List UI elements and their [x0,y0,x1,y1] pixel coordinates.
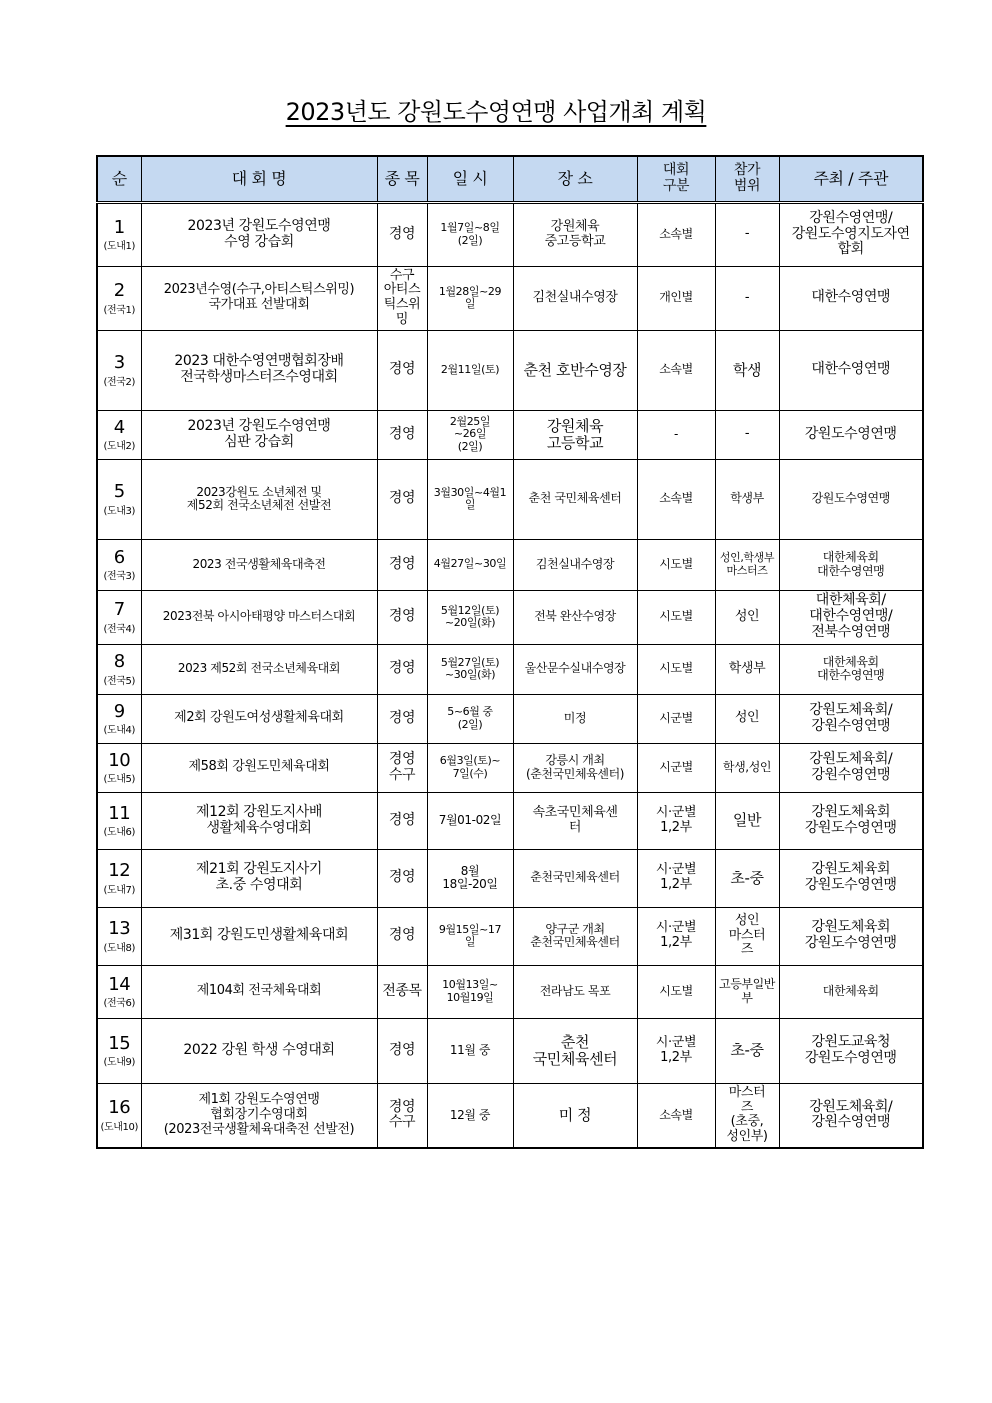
row-number-cell [97,459,141,539]
table-row [97,743,923,792]
event-venue: 양구군 개최 춘천국민체육센터 [513,907,637,965]
event-name: 2022 강원 학생 수영대회 [141,1018,377,1083]
event-date: 11월 중 [427,1018,513,1083]
event-category: 경영 수구 [377,743,427,792]
event-scope: - [715,266,779,330]
document-title-wrap [0,92,992,127]
event-category: 경영 [377,590,427,644]
event-name: 제1회 강원도수영연맹 협회장기수영대회 (2023전국생활체육대축전 선발전) [141,1083,377,1148]
event-scope: 초-중 [715,849,779,907]
event-venue: 김천실내수영장 [513,539,637,590]
event-category: 전종목 [377,965,427,1018]
row-code: (전국2) [103,376,135,388]
header-event-name: 대 회 명 [141,156,377,202]
row-code: (전국1) [103,304,135,316]
event-name: 2023 대한수영연맹협회장배 전국학생마스터즈수영대회 [141,330,377,410]
event-date: 6월3일(토)~ 7일(수) [427,743,513,792]
event-division: 시·군별 1,2부 [637,907,715,965]
header-venue: 장 소 [513,156,637,202]
row-number: 11 [108,802,131,824]
row-number-cell [97,644,141,694]
event-venue: 전북 완산수영장 [513,590,637,644]
row-code: (도내2) [103,441,135,453]
event-scope: 학생 [715,330,779,410]
row-code: (전국4) [103,623,135,635]
event-scope: 성인 마스터 즈 [715,907,779,965]
row-number-cell [97,965,141,1018]
event-division: 시도별 [637,644,715,694]
event-category: 경영 [377,792,427,849]
event-division: 시·군별 1,2부 [637,792,715,849]
event-name: 2023전북 아시아태평양 마스터스대회 [141,590,377,644]
event-name: 제21회 강원도지사기 초.중 수영대회 [141,849,377,907]
event-category: 경영 [377,539,427,590]
event-host: 대한체육회 대한수영연맹 [779,539,923,590]
event-scope: 성인 [715,590,779,644]
event-name: 2023 전국생활체육대축전 [141,539,377,590]
event-host: 대한체육회/ 대한수영연맹/ 전북수영연맹 [779,590,923,644]
table-row [97,590,923,644]
header-date: 일 시 [427,156,513,202]
row-number: 14 [108,973,131,995]
row-number: 13 [108,918,131,940]
event-date: 12월 중 [427,1083,513,1148]
event-date: 1월7일~8일 (2일) [427,202,513,266]
event-host: 강원도교육청 강원도수영연맹 [779,1018,923,1083]
event-category: 경영 [377,202,427,266]
row-code: (전국6) [103,998,135,1010]
event-category: 수구 아티스 틱스위 밍 [377,266,427,330]
document-title: 2023년도 강원도수영연맹 사업개최 계획 [285,98,707,126]
table-row [97,330,923,410]
row-number-cell [97,590,141,644]
event-venue: 강원체육 고등학교 [513,410,637,459]
table-row [97,1083,923,1148]
row-number-cell [97,694,141,743]
row-number: 16 [108,1097,131,1119]
event-category: 경영 [377,459,427,539]
event-host: 강원도체육회/ 강원수영연맹 [779,1083,923,1148]
row-number-cell [97,410,141,459]
event-name: 2023강원도 소년체전 및 제52회 전국소년체전 선발전 [141,459,377,539]
row-code: (도내4) [103,725,135,737]
row-number: 1 [113,216,125,238]
table-row [97,907,923,965]
table-row [97,539,923,590]
event-host: 강원도체육회 강원도수영연맹 [779,907,923,965]
event-host: 강원도체육회 강원도수영연맹 [779,792,923,849]
event-division: 소속별 [637,1083,715,1148]
header-category: 종 목 [377,156,427,202]
event-division: 시·군별 1,2부 [637,849,715,907]
table-row [97,965,923,1018]
event-name: 제31회 강원도민생활체육대회 [141,907,377,965]
event-host: 강원수영연맹/ 강원도수영지도자연 합회 [779,202,923,266]
event-category: 경영 [377,330,427,410]
header-host: 주최 / 주관 [779,156,923,202]
event-category: 경영 [377,644,427,694]
row-code: (도내5) [103,774,135,786]
row-number: 8 [113,651,125,673]
event-date: 5~6월 중 (2일) [427,694,513,743]
event-venue: 미정 [513,694,637,743]
event-division: 소속별 [637,202,715,266]
event-date: 3월30일~4월1일 [427,459,513,539]
event-scope: 성인,학생부 마스터즈 [715,539,779,590]
event-category: 경영 [377,694,427,743]
row-number-cell [97,202,141,266]
event-venue: 강릉시 개최 (춘천국민체육센터) [513,743,637,792]
event-division: 시도별 [637,539,715,590]
event-host: 강원도수영연맹 [779,459,923,539]
event-division: 시도별 [637,965,715,1018]
event-category: 경영 [377,1018,427,1083]
header-division: 대회 구분 [637,156,715,202]
event-division: 시군별 [637,694,715,743]
event-date: 7월01-02일 [427,792,513,849]
event-division: 개인별 [637,266,715,330]
row-code: (전국5) [103,675,135,687]
row-number: 9 [113,700,125,722]
event-scope: 성인 [715,694,779,743]
event-host: 대한수영연맹 [779,330,923,410]
event-name: 제104회 전국체육대회 [141,965,377,1018]
row-number-cell [97,539,141,590]
event-venue: 미 정 [513,1083,637,1148]
event-venue: 춘천 호반수영장 [513,330,637,410]
row-number: 10 [108,749,131,771]
event-division: 시군별 [637,743,715,792]
event-venue: 김천실내수영장 [513,266,637,330]
table-row [97,266,923,330]
table-row [97,644,923,694]
header-scope: 참가 범위 [715,156,779,202]
row-number-cell [97,907,141,965]
event-category: 경영 [377,907,427,965]
event-name: 2023 제52회 전국소년체육대회 [141,644,377,694]
event-date: 9월15일~17 일 [427,907,513,965]
row-number: 5 [113,481,125,503]
event-host: 대한체육회 [779,965,923,1018]
row-code: (도내7) [103,884,135,896]
event-venue: 춘천 국민체육센터 [513,1018,637,1083]
row-code: (도내3) [103,505,135,517]
table-row [97,694,923,743]
header-no: 순 [97,156,141,202]
schedule-table [96,155,924,1149]
event-division: 소속별 [637,330,715,410]
event-category: 경영 수구 [377,1083,427,1148]
row-number-cell [97,849,141,907]
row-code: (도내8) [103,942,135,954]
row-code: (도내1) [103,241,135,253]
header-row [97,156,923,202]
event-date: 5월12일(토) ~20일(화) [427,590,513,644]
event-host: 강원도수영연맹 [779,410,923,459]
event-name: 제12회 강원도지사배 생활체육수영대회 [141,792,377,849]
row-number: 7 [113,599,125,621]
event-name: 제2회 강원도여성생활체육대회 [141,694,377,743]
event-scope: 고등부일반 부 [715,965,779,1018]
row-number: 6 [113,546,125,568]
event-scope: - [715,410,779,459]
event-venue: 전라남도 목포 [513,965,637,1018]
event-scope: 학생,성인 [715,743,779,792]
event-division: 시·군별 1,2부 [637,1018,715,1083]
row-number-cell [97,266,141,330]
event-division: - [637,410,715,459]
row-code: (전국3) [103,571,135,583]
event-host: 대한체육회 대한수영연맹 [779,644,923,694]
event-venue: 강원체육 중고등학교 [513,202,637,266]
table-row [97,202,923,266]
event-host: 강원도체육회/ 강원수영연맹 [779,743,923,792]
event-name: 2023년 강원도수영연맹 심판 강습회 [141,410,377,459]
event-host: 대한수영연맹 [779,266,923,330]
table-row [97,459,923,539]
event-venue: 울산문수실내수영장 [513,644,637,694]
event-scope: 일반 [715,792,779,849]
event-name: 2023년 강원도수영연맹 수영 강습회 [141,202,377,266]
event-date: 5월27일(토) ~30일(화) [427,644,513,694]
event-scope: 학생부 [715,459,779,539]
row-number: 12 [108,860,131,882]
event-name: 제58회 강원도민체육대회 [141,743,377,792]
table-row [97,1018,923,1083]
row-code: (도내6) [103,827,135,839]
event-date: 8월 18일-20일 [427,849,513,907]
event-name: 2023년수영(수구,아티스틱스위밍) 국가대표 선발대회 [141,266,377,330]
event-venue: 속초국민체육센 터 [513,792,637,849]
event-division: 소속별 [637,459,715,539]
row-number: 15 [108,1032,131,1054]
event-date: 1월28일~29 일 [427,266,513,330]
event-scope: 초-중 [715,1018,779,1083]
table-row [97,792,923,849]
event-scope: - [715,202,779,266]
row-number-cell [97,792,141,849]
row-number-cell [97,1083,141,1148]
event-category: 경영 [377,410,427,459]
row-number: 4 [113,416,125,438]
event-scope: 학생부 [715,644,779,694]
event-date: 2월25일 ~26일 (2일) [427,410,513,459]
event-venue: 춘천국민체육센터 [513,849,637,907]
row-number-cell [97,330,141,410]
table-row [97,410,923,459]
event-category: 경영 [377,849,427,907]
row-code: (도내10) [100,1121,138,1133]
event-scope: 마스터 즈 (초중, 성인부) [715,1083,779,1148]
event-host: 강원도체육회/ 강원수영연맹 [779,694,923,743]
row-number-cell [97,1018,141,1083]
row-code: (도내9) [103,1057,135,1069]
row-number-cell [97,743,141,792]
event-division: 시도별 [637,590,715,644]
table-row [97,849,923,907]
event-date: 4월27일~30일 [427,539,513,590]
event-host: 강원도체육회 강원도수영연맹 [779,849,923,907]
event-date: 2월11일(토) [427,330,513,410]
event-venue: 춘천 국민체육센터 [513,459,637,539]
row-number: 3 [113,352,125,374]
event-date: 10월13일~ 10월19일 [427,965,513,1018]
row-number: 2 [113,280,125,302]
